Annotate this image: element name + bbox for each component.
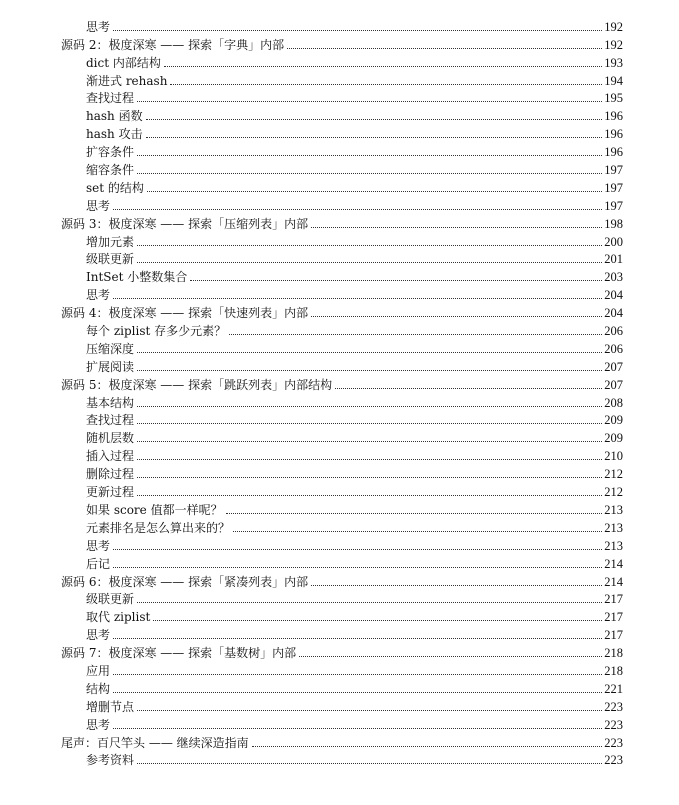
dot-leader (137, 406, 602, 407)
dot-leader (137, 370, 602, 371)
toc-entry-title: 参考资料 (86, 753, 135, 768)
toc-chapter-entry[interactable] (61, 732, 623, 750)
toc-section-entry[interactable] (61, 338, 623, 356)
dot-leader (113, 638, 602, 639)
toc-page-number: 207 (604, 359, 623, 374)
toc-entry-title: set 的结构 (86, 180, 144, 195)
toc-section-entry[interactable] (61, 105, 623, 123)
toc-page-number: 204 (604, 306, 623, 321)
toc-page-number: 192 (604, 19, 623, 34)
dot-leader (164, 66, 602, 67)
toc-section-entry[interactable] (61, 284, 623, 302)
toc-section-entry[interactable] (61, 535, 623, 553)
toc-entry-title: 源码 2：极度深寒 —— 探索「字典」内部 (61, 37, 285, 52)
toc-entry-title: 扩容条件 (86, 145, 135, 160)
toc-page-number: 197 (604, 163, 623, 178)
toc-entry-title: 删除过程 (86, 467, 135, 482)
dot-leader (137, 352, 602, 353)
dot-leader (137, 477, 602, 478)
toc-page-number: 217 (604, 610, 623, 625)
dot-leader (137, 155, 602, 156)
toc-chapter-entry[interactable] (61, 302, 623, 320)
toc-section-entry[interactable] (61, 88, 623, 106)
dot-leader (311, 585, 602, 586)
toc-entry-title: 增加元素 (86, 234, 135, 249)
dot-leader (113, 209, 602, 210)
toc-page-number: 195 (604, 91, 623, 106)
toc-entry-title: 压缩深度 (86, 341, 135, 356)
toc-page-number: 209 (604, 413, 623, 428)
toc-page-number: 213 (604, 520, 623, 535)
toc-page-number: 200 (604, 234, 623, 249)
toc-entry-title: 源码 4：极度深寒 —— 探索「快速列表」内部 (61, 306, 309, 321)
dot-leader (146, 119, 603, 120)
toc-entry-title: 插入过程 (86, 449, 135, 464)
toc-entry-title: 查找过程 (86, 91, 135, 106)
toc-section-entry[interactable] (61, 624, 623, 642)
toc-page-number: 197 (604, 198, 623, 213)
toc-entry-title: 每个 ziplist 存多少元素？ (86, 324, 227, 339)
dot-leader (252, 746, 603, 747)
toc-page-number: 213 (604, 502, 623, 517)
toc-page-number: 207 (604, 377, 623, 392)
toc-entry-title: 基本结构 (86, 395, 135, 410)
toc-entry-title: 随机层数 (86, 431, 135, 446)
toc-entry-title: 更新过程 (86, 485, 135, 500)
toc-section-entry[interactable] (61, 517, 623, 535)
dot-leader (137, 495, 602, 496)
toc-section-entry[interactable] (61, 266, 623, 284)
toc-entry-title: hash 函数 (86, 109, 143, 124)
toc-page-number: 201 (604, 252, 623, 267)
toc-entry-title: 思考 (86, 19, 111, 34)
dot-leader (113, 567, 602, 568)
toc-page-number: 196 (604, 145, 623, 160)
toc-page-number: 221 (604, 681, 623, 696)
toc-page-number: 194 (604, 73, 623, 88)
toc-entry-title: 源码 7：极度深寒 —— 探索「基数树」内部 (61, 646, 297, 661)
toc-chapter-entry[interactable] (61, 571, 623, 589)
toc-section-entry[interactable] (61, 750, 623, 768)
toc-section-entry[interactable] (61, 16, 623, 34)
dot-leader (137, 101, 602, 102)
toc-entry-title: 扩展阅读 (86, 359, 135, 374)
toc-page-number: 208 (604, 395, 623, 410)
toc-entry-title: 查找过程 (86, 413, 135, 428)
toc-entry-title: 源码 3：极度深寒 —— 探索「压缩列表」内部 (61, 216, 309, 231)
dot-leader (113, 298, 602, 299)
toc-entry-title: 应用 (86, 663, 111, 678)
toc-page-number: 212 (604, 485, 623, 500)
toc-section-entry[interactable] (61, 606, 623, 624)
dot-leader (113, 728, 602, 729)
toc-entry-title: dict 内部结构 (86, 55, 161, 70)
toc-entry-title: 思考 (86, 717, 111, 732)
toc-page-number: 192 (604, 37, 623, 52)
toc-page-number: 218 (604, 646, 623, 661)
dot-leader (229, 334, 602, 335)
toc-section-entry[interactable] (61, 678, 623, 696)
table-of-contents (61, 16, 623, 767)
toc-page-number: 209 (604, 431, 623, 446)
dot-leader (113, 30, 602, 31)
toc-page-number: 218 (604, 663, 623, 678)
toc-section-entry[interactable] (61, 195, 623, 213)
dot-leader (137, 459, 602, 460)
dot-leader (147, 191, 602, 192)
toc-section-entry[interactable] (61, 52, 623, 70)
toc-page-number: 217 (604, 592, 623, 607)
toc-chapter-entry[interactable] (61, 642, 623, 660)
toc-section-entry[interactable] (61, 70, 623, 88)
toc-page-number: 210 (604, 449, 623, 464)
toc-entry-title: 如果 score 值都一样呢？ (86, 502, 223, 517)
dot-leader (146, 137, 603, 138)
toc-entry-title: 思考 (86, 198, 111, 213)
toc-section-entry[interactable] (61, 696, 623, 714)
toc-page-number: 193 (604, 55, 623, 70)
toc-chapter-entry[interactable] (61, 34, 623, 52)
toc-section-entry[interactable] (61, 553, 623, 571)
toc-section-entry[interactable] (61, 159, 623, 177)
toc-entry-title: 思考 (86, 538, 111, 553)
dot-leader (137, 173, 602, 174)
toc-page-number: 204 (604, 288, 623, 303)
dot-leader (137, 602, 602, 603)
dot-leader (233, 531, 602, 532)
toc-section-entry[interactable] (61, 177, 623, 195)
toc-entry-title: 源码 6：极度深寒 —— 探索「紧凑列表」内部 (61, 574, 309, 589)
toc-entry-title: 结构 (86, 681, 111, 696)
toc-entry-title: IntSet 小整数集合 (86, 270, 188, 285)
toc-page-number: 196 (604, 127, 623, 142)
dot-leader (299, 656, 602, 657)
dot-leader (170, 84, 602, 85)
toc-section-entry[interactable] (61, 660, 623, 678)
toc-section-entry[interactable] (61, 445, 623, 463)
toc-entry-title: 思考 (86, 288, 111, 303)
toc-entry-title: 取代 ziplist (86, 610, 151, 625)
dot-leader (335, 388, 602, 389)
toc-entry-title: 源码 5：极度深寒 —— 探索「跳跃列表」内部结构 (61, 377, 333, 392)
dot-leader (153, 620, 602, 621)
toc-page-number: 196 (604, 109, 623, 124)
toc-entry-title: 级联更新 (86, 592, 135, 607)
toc-page-number: 214 (604, 574, 623, 589)
toc-entry-title: 渐进式 rehash (86, 73, 168, 88)
toc-entry-title: 后记 (86, 556, 111, 571)
dot-leader (137, 763, 602, 764)
toc-page-number: 213 (604, 538, 623, 553)
toc-section-entry[interactable] (61, 392, 623, 410)
toc-page-number: 214 (604, 556, 623, 571)
toc-section-entry[interactable] (61, 249, 623, 267)
toc-page-number: 223 (604, 699, 623, 714)
toc-page-number: 223 (604, 735, 623, 750)
dot-leader (137, 423, 602, 424)
toc-section-entry[interactable] (61, 123, 623, 141)
toc-page-number: 198 (604, 216, 623, 231)
dot-leader (311, 227, 602, 228)
toc-entry-title: hash 攻击 (86, 127, 143, 142)
dot-leader (311, 316, 602, 317)
toc-section-entry[interactable] (61, 499, 623, 517)
toc-page-number: 212 (604, 467, 623, 482)
dot-leader (226, 513, 603, 514)
toc-section-entry[interactable] (61, 714, 623, 732)
toc-entry-title: 元素排名是怎么算出来的？ (86, 520, 231, 535)
toc-page-number: 217 (604, 628, 623, 643)
dot-leader (113, 549, 602, 550)
dot-leader (137, 262, 602, 263)
toc-page-number: 197 (604, 180, 623, 195)
toc-section-entry[interactable] (61, 589, 623, 607)
dot-leader (113, 674, 602, 675)
dot-leader (287, 48, 602, 49)
dot-leader (137, 441, 602, 442)
toc-entry-title: 缩容条件 (86, 163, 135, 178)
toc-section-entry[interactable] (61, 481, 623, 499)
toc-page-number: 223 (604, 717, 623, 732)
toc-section-entry[interactable] (61, 427, 623, 445)
toc-page-number: 206 (604, 324, 623, 339)
toc-page-number: 223 (604, 753, 623, 768)
toc-section-entry[interactable] (61, 231, 623, 249)
toc-chapter-entry[interactable] (61, 374, 623, 392)
toc-section-entry[interactable] (61, 141, 623, 159)
toc-entry-title: 尾声：百尺竿头 —— 继续深造指南 (61, 735, 249, 750)
dot-leader (137, 245, 602, 246)
toc-entry-title: 级联更新 (86, 252, 135, 267)
toc-section-entry[interactable] (61, 463, 623, 481)
toc-entry-title: 思考 (86, 628, 111, 643)
toc-page-number: 203 (604, 270, 623, 285)
toc-section-entry[interactable] (61, 410, 623, 428)
toc-entry-title: 增删节点 (86, 699, 135, 714)
toc-chapter-entry[interactable] (61, 213, 623, 231)
dot-leader (190, 280, 602, 281)
toc-section-entry[interactable] (61, 356, 623, 374)
dot-leader (113, 692, 602, 693)
toc-page-number: 206 (604, 341, 623, 356)
toc-section-entry[interactable] (61, 320, 623, 338)
dot-leader (137, 710, 602, 711)
